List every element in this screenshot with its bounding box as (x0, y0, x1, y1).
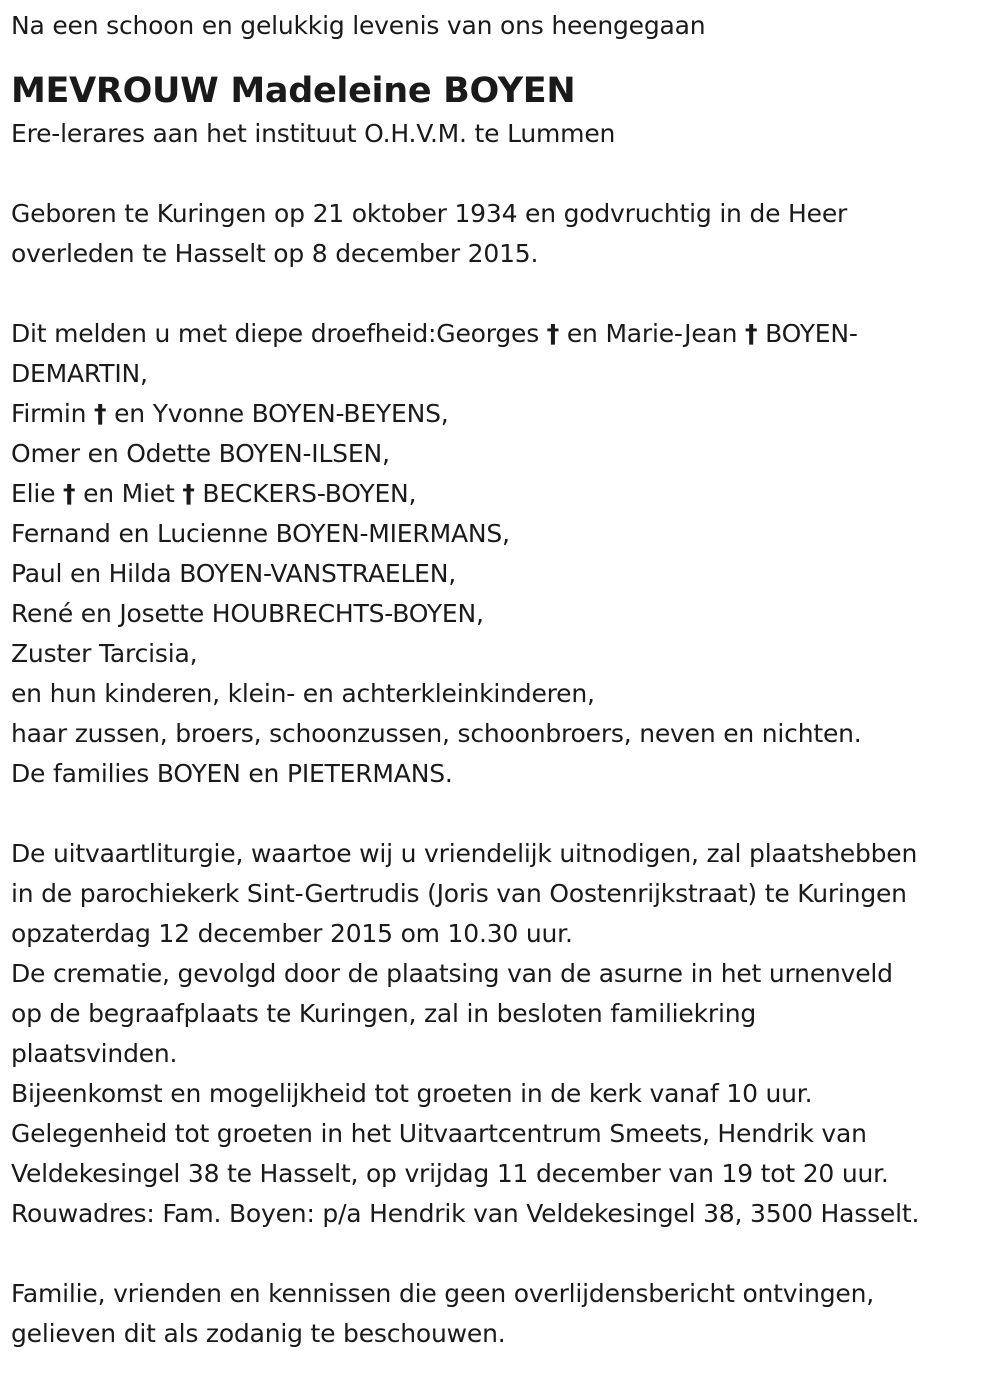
funeral-line-10: Rouwadres: Fam. Boyen: p/a Hendrik van Veldekesingel 38, 3500 Hasselt. (11, 1199, 920, 1228)
closing-section (11, 1274, 1000, 1354)
name-marie-jean: Marie-Jean (605, 319, 738, 348)
surname-boyen-demartin-part1: BOYEN- (765, 319, 858, 348)
funeral-line-3: opzaterdag 12 december 2015 om 10.30 uur. (11, 919, 573, 948)
funeral-line-7: Bijeenkomst en mogelijkheid tot groeten in de kerk vanaf 10 uur. (11, 1079, 813, 1108)
funeral-line-6: plaatsvinden. (11, 1039, 178, 1068)
birth-death-section (11, 194, 1000, 274)
cross-icon: † (182, 479, 195, 508)
birth-line-1: Geboren te Kuringen op 21 oktober 1934 en godvruchtig in de Heer (11, 199, 848, 228)
funeral-line-1: De uitvaartliturgie, waartoe wij u vriendelijk uitnodigen, zal plaatshebben (11, 839, 918, 868)
family-line-kinderen: en hun kinderen, klein- en achterkleinkinderen, (11, 679, 595, 708)
family-line-families: De families BOYEN en PIETERMANS. (11, 759, 453, 788)
name-miet: Miet (121, 479, 175, 508)
closing-line-1: Familie, vrienden en kennissen die geen overlijdensbericht ontvingen, (11, 1279, 875, 1308)
family-line-zuster: Zuster Tarcisia, (11, 639, 198, 668)
cross-icon: † (745, 319, 758, 348)
deceased-name: MEVROUW Madeleine BOYEN (11, 71, 576, 111)
family-line-rene: René en Josette HOUBRECHTS-BOYEN, (11, 599, 484, 628)
funeral-line-8: Gelegenheid tot groeten in het Uitvaartcentrum Smeets, Hendrik van (11, 1119, 867, 1148)
spacer (11, 1234, 1000, 1274)
conjunction: en (83, 479, 114, 508)
family-line-zussen: haar zussen, broers, schoonzussen, schoonbroers, neven en nichten. (11, 719, 862, 748)
conjunction: en (566, 319, 598, 348)
family-line-fernand: Fernand en Lucienne BOYEN-MIERMANS, (11, 519, 510, 548)
funeral-line-9: Veldekesingel 38 te Hasselt, op vrijdag 11 december van 19 tot 20 uur. (11, 1159, 889, 1188)
funeral-section (11, 834, 1000, 1234)
spacer (11, 794, 1000, 834)
name-georges: Georges (436, 319, 540, 348)
funeral-line-5: op de begraafplaats te Kuringen, zal in besloten familiekring (11, 999, 757, 1028)
family-line-firmin (11, 394, 1000, 434)
name-elie: Elie (11, 479, 56, 508)
family-line-paul: Paul en Hilda BOYEN-VANSTRAELEN, (11, 559, 457, 588)
family-intro: Dit melden u met diepe droefheid: (11, 319, 437, 348)
name-firmin: Firmin (11, 399, 87, 428)
funeral-line-2: in de parochiekerk Sint-Gertrudis (Joris van Oostenrijkstraat) te Kuringen (11, 879, 907, 908)
cross-icon: † (63, 479, 76, 508)
family-line-omer: Omer en Odette BOYEN-ILSEN, (11, 439, 390, 468)
cross-icon: † (94, 399, 107, 428)
intro-text: Na een schoon en gelukkig levenis van ons heengegaan (11, 11, 706, 40)
family-line-georges (11, 314, 1000, 354)
family-section (11, 314, 1000, 794)
name-yvonne: Yvonne BOYEN-BEYENS, (152, 399, 449, 428)
surname-beckers-boyen: BECKERS-BOYEN, (202, 479, 417, 508)
family-line-demartin: DEMARTIN, (11, 359, 148, 388)
family-line-elie (11, 474, 1000, 514)
spacer (11, 274, 1000, 314)
conjunction: en (114, 399, 145, 428)
birth-line-2: overleden te Hasselt op 8 december 2015. (11, 239, 539, 268)
funeral-line-4: De crematie, gevolgd door de plaatsing van de asurne in het urnenveld (11, 959, 893, 988)
cross-icon: † (546, 319, 560, 348)
closing-line-2: gelieven dit als zodanig te beschouwen. (11, 1319, 506, 1348)
spacer (11, 154, 1000, 194)
deceased-title: Ere-lerares aan het instituut O.H.V.M. te Lummen (11, 119, 616, 148)
